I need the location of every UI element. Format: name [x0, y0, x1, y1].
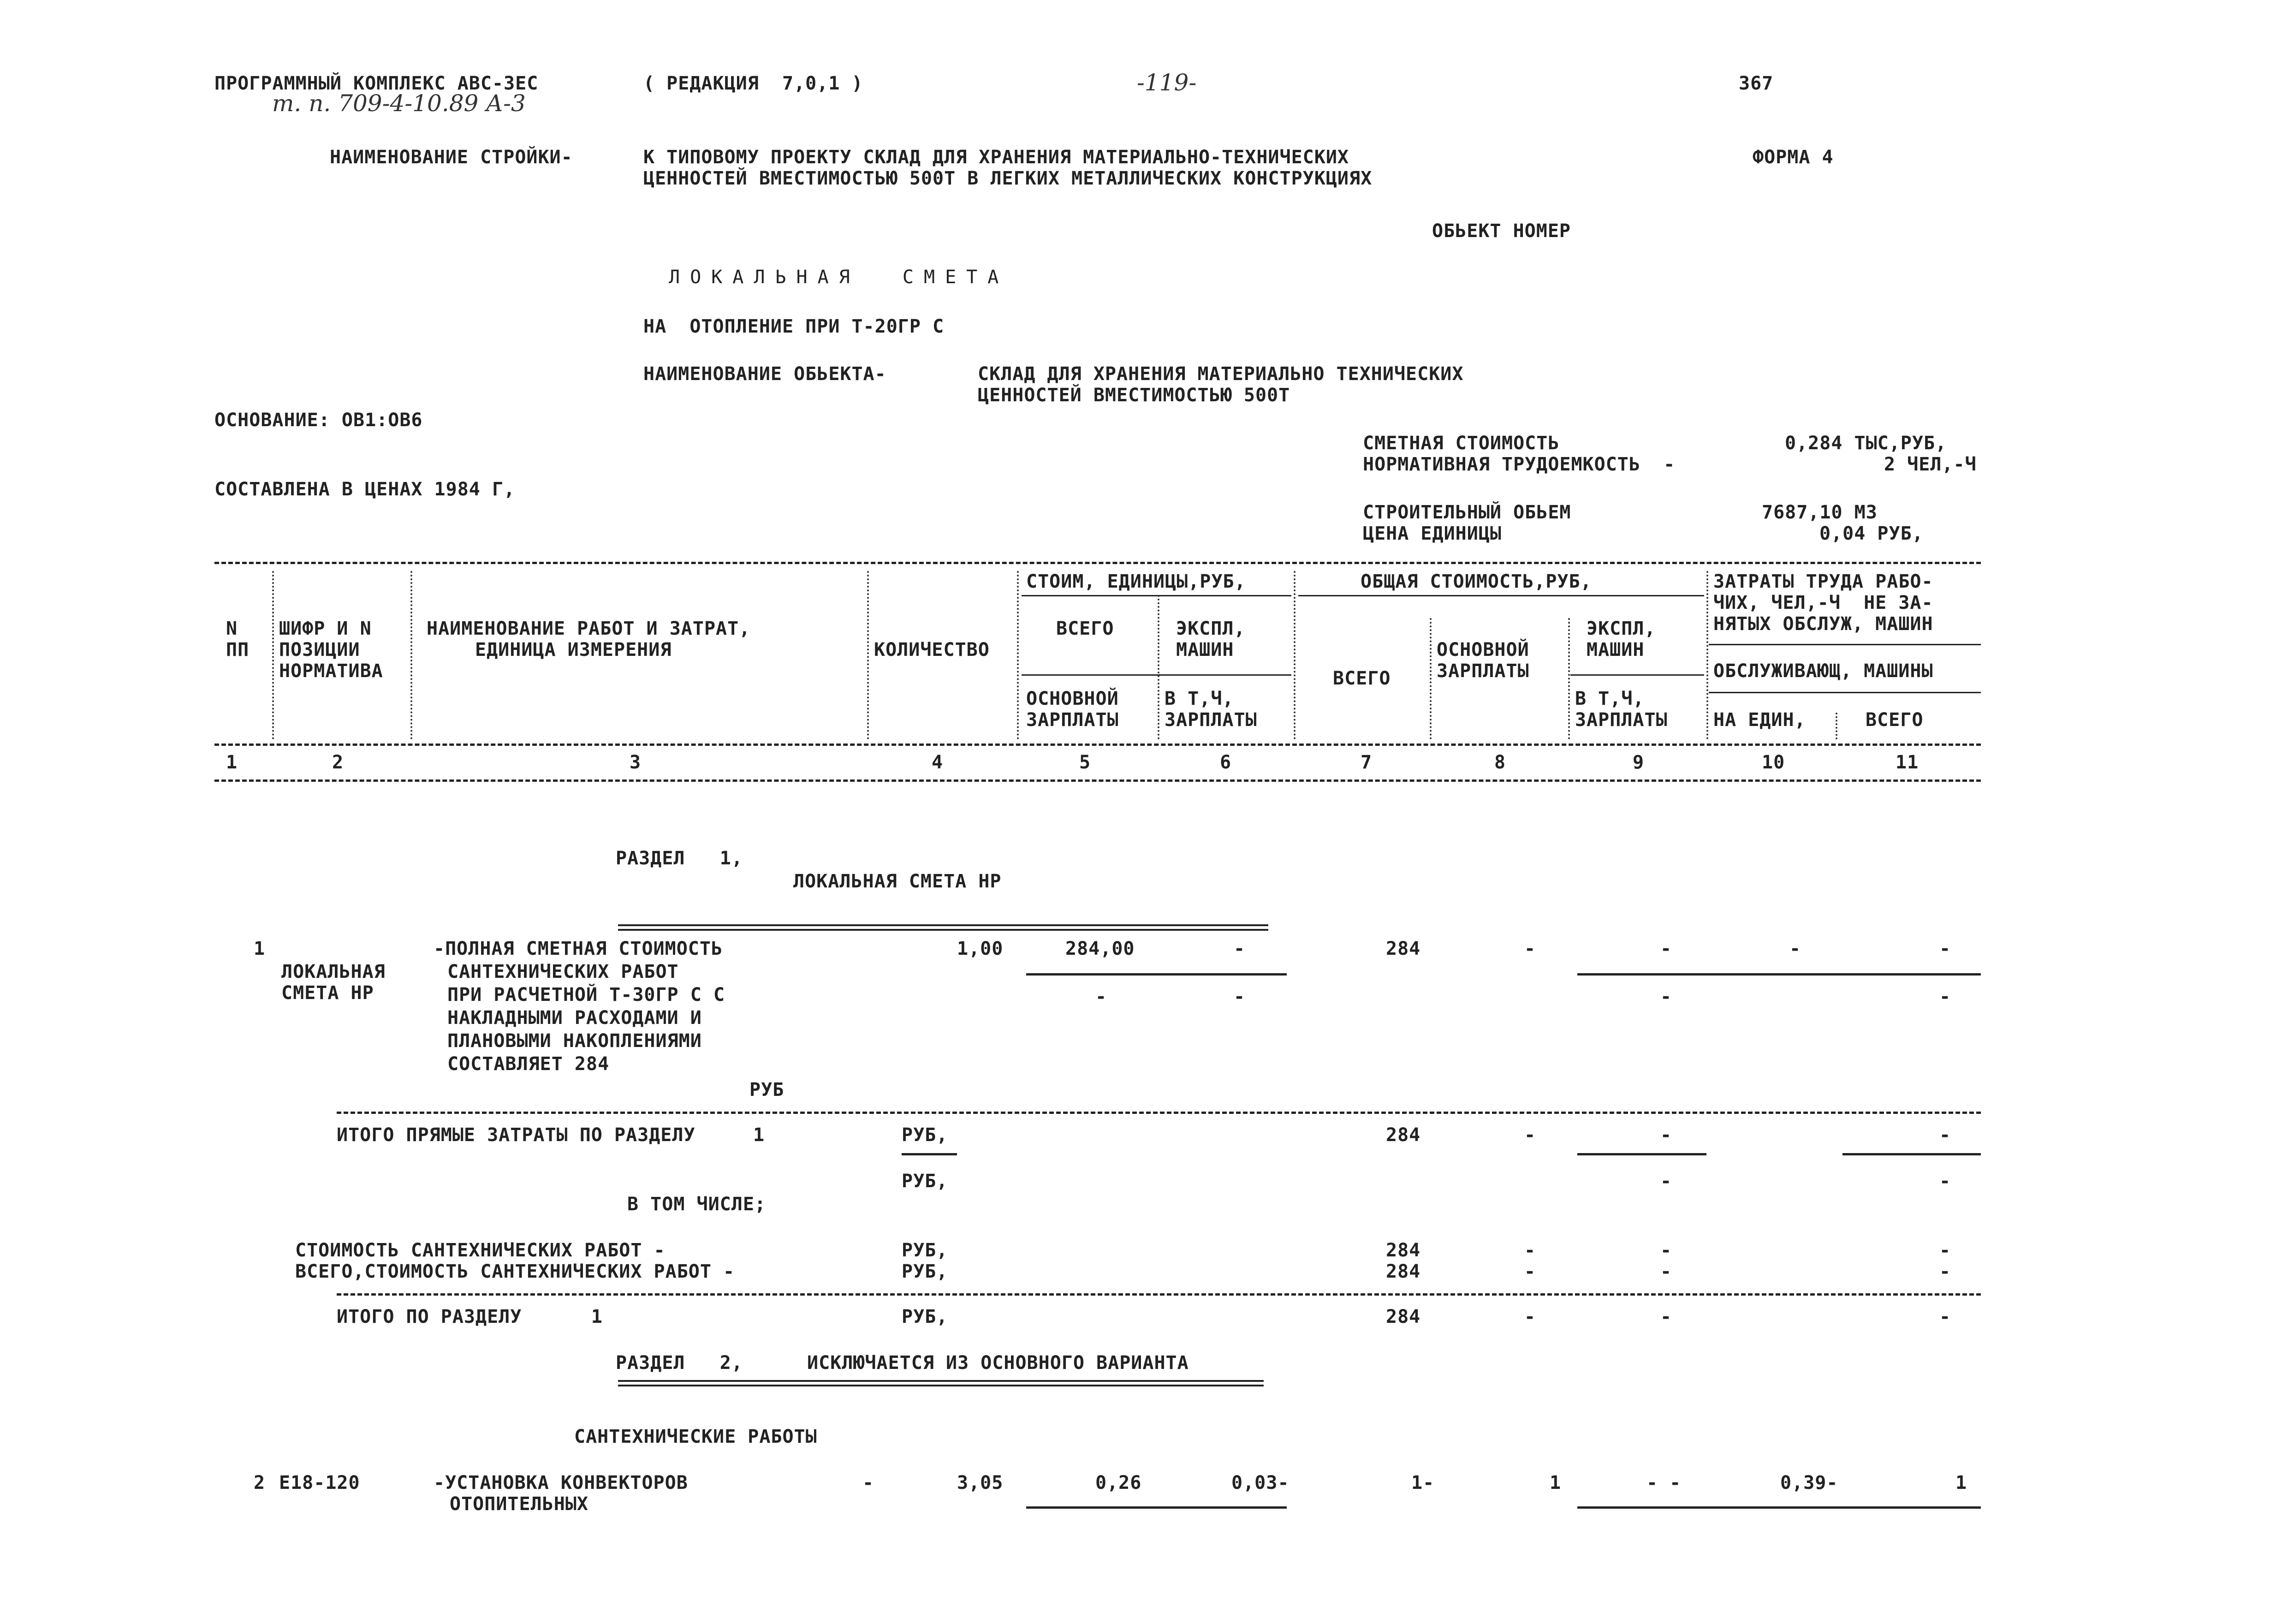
col11-header: ВСЕГО [1866, 709, 1924, 731]
col-number: 9 [1633, 752, 1645, 773]
col-number: 4 [932, 752, 944, 773]
construction-line-2: ЦЕННОСТЕЙ ВМЕСТИМОСТЬЮ 500Т В ЛЕГКИХ МЕТАЛЛИЧЕСКИХ КОНСТРУКЦИЯХ [643, 168, 1373, 189]
col-number: 3 [630, 752, 642, 773]
row1-quantity: 1,00 [957, 938, 1004, 959]
section1-total-unit: РУБ, [902, 1306, 948, 1327]
row1-c5-wage: - [1095, 986, 1107, 1007]
object-number: ОБЬЕКТ НОМЕР [1432, 220, 1571, 242]
labor-header-line1: ЗАТРАТЫ ТРУДА РАБО- [1713, 571, 1933, 592]
col9-top-line1: ЭКСПЛ, [1587, 618, 1656, 639]
object-line-1: СКЛАД ДЛЯ ХРАНЕНИЯ МАТЕРИАЛЬНО ТЕХНИЧЕСКИХ [978, 363, 1464, 385]
row1-total: 284 [1386, 938, 1421, 959]
col8-header-line1: ОСНОВНОЙ [1437, 639, 1529, 660]
row1-unit-cost: 284,00 [1065, 938, 1135, 959]
row1-desc-line1: -ПОЛНАЯ СМЕТНАЯ СТОИМОСТЬ [434, 938, 723, 959]
col-number: 11 [1896, 752, 1919, 773]
row1-desc-line5: ПЛАНОВЫМИ НАКОПЛЕНИЯМИ [447, 1030, 702, 1052]
direct-costs-labor-mach: - [1939, 1171, 1951, 1192]
col-number: 2 [332, 752, 344, 773]
header-rule [1022, 674, 1291, 676]
col9-top-line2: МАШИН [1587, 639, 1645, 660]
column-divider [867, 571, 869, 739]
unit-cost-header: СТОИМ, ЕДИНИЦЫ,РУБ, [1026, 571, 1246, 592]
section1-total-label: ИТОГО ПО РАЗДЕЛУ 1 [337, 1306, 603, 1327]
col6-bottom-line2: ЗАРПЛАТЫ [1165, 709, 1257, 731]
section1-label: РАЗДЕЛ 1, [616, 848, 743, 869]
row1-labor-mach: - [1939, 986, 1951, 1007]
header-rule [1570, 674, 1704, 676]
col1-line2: ПП [226, 639, 250, 660]
row2-number: 2 [254, 1472, 266, 1493]
header-rule [1709, 644, 1981, 645]
row-underline [1026, 1506, 1287, 1509]
row1-desc-line2: САНТЕХНИЧЕСКИХ РАБОТ [447, 961, 679, 982]
row2-quantity: 3,05 [957, 1472, 1004, 1493]
sanitary-cost-mach: - [1660, 1240, 1672, 1261]
section2-title: ИСКЛЮЧАЕТСЯ ИЗ ОСНОВНОГО ВАРИАНТА [807, 1352, 1189, 1374]
sanitary-cost-label: СТОИМОСТЬ САНТЕХНИЧЕСКИХ РАБОТ - [295, 1240, 666, 1261]
section1-total-wage: - [1524, 1306, 1536, 1327]
col6-bottom-line1: В Т,Ч, [1165, 688, 1234, 709]
row-underline [1577, 973, 1981, 976]
unit-price-value: 0,04 РУБ, [1819, 523, 1924, 544]
col4-header: КОЛИЧЕСТВО [874, 639, 990, 660]
col-number: 8 [1494, 752, 1506, 773]
labor-machines-header: ОБСЛУЖИВАЮЩ, МАШИНЫ [1713, 660, 1933, 682]
section1-title: ЛОКАЛЬНАЯ СМЕТА НР [793, 871, 1002, 892]
direct-costs-mach-wage: - [1660, 1171, 1672, 1192]
cost-label: СМЕТНАЯ СТОИМОСТЬ [1363, 433, 1560, 454]
column-divider [1294, 571, 1296, 739]
col3-line1: НАИМЕНОВАНИЕ РАБОТ И ЗАТРАТ, [427, 618, 751, 639]
total-sanitary-labor: - [1939, 1261, 1951, 1282]
col-number: 10 [1762, 752, 1785, 773]
labor-header-line2: ЧИХ, ЧЕЛ,-Ч НЕ ЗА- [1713, 592, 1933, 613]
labor-header-line3: НЯТЫХ ОБСЛУЖ, МАШИН [1713, 613, 1933, 635]
col5-bottom-line2: ЗАРПЛАТЫ [1026, 709, 1119, 731]
labor-value: 2 ЧЕЛ,-Ч [1884, 454, 1977, 475]
row2-labor-total: 1 [1955, 1472, 1967, 1493]
labor-label: НОРМАТИВНАЯ ТРУДОЕМКОСТЬ - [1363, 454, 1676, 475]
document-title: ЛОКАЛЬНАЯ СМЕТА [669, 267, 1009, 288]
row2-mach: - - [1646, 1472, 1682, 1493]
col9-bottom-line2: ЗАРПЛАТЫ [1575, 709, 1668, 731]
object-line-2: ЦЕННОСТЕЙ ВМЕСТИМОСТЬЮ 500Т [978, 385, 1290, 406]
row1-desc-line6: СОСТАВЛЯЕТ 284 [447, 1053, 610, 1075]
section1-underline [618, 924, 1268, 931]
rub-underline [902, 1153, 957, 1155]
total-cost-header: ОБЩАЯ СТОИМОСТЬ,РУБ, [1361, 571, 1592, 592]
direct-costs-unit-2: РУБ, [902, 1171, 948, 1192]
row-underline [1577, 1153, 1706, 1155]
page-number: -119- [1137, 69, 1197, 96]
row2-unit-cost: 0,26 [1095, 1472, 1142, 1493]
handwritten-reference: т. п. 709-4-10.89 А-3 [272, 90, 526, 117]
section1-total-value: 284 [1386, 1306, 1421, 1327]
row2-wage: 1 [1550, 1472, 1562, 1493]
header-bottom-rule [214, 744, 1981, 746]
total-sanitary-value: 284 [1386, 1261, 1421, 1282]
col2-line1: ШИФР И N [279, 618, 372, 639]
col9-bottom-line1: В Т,Ч, [1575, 688, 1645, 709]
row2-desc-line2: ОТОПИТЕЛЬНЫХ [450, 1493, 588, 1515]
form-number: ФОРМА 4 [1753, 147, 1834, 168]
col2-line2: ПОЗИЦИИ [279, 639, 360, 660]
volume-label: СТРОИТЕЛЬНЫЙ ОБЬЕМ [1363, 502, 1571, 523]
row1-c6: - [1234, 938, 1246, 959]
row1-labor-total: - [1939, 938, 1951, 959]
object-label: НАИМЕНОВАНИЕ ОБЬЕКТА- [643, 363, 886, 385]
col1-line1: N [226, 618, 238, 639]
row2-labor-unit: 0,39- [1780, 1472, 1838, 1493]
row1-mach-wage: - [1660, 986, 1672, 1007]
section2-subtitle: САНТЕХНИЧЕСКИЕ РАБОТЫ [574, 1426, 817, 1447]
section1-total-rule [337, 1293, 1981, 1296]
direct-costs-unit: РУБ, [902, 1124, 948, 1146]
cost-value: 0,284 ТЫС,РУБ, [1785, 433, 1947, 454]
sheet-number: 367 [1739, 73, 1774, 94]
section1-total-labor: - [1939, 1306, 1951, 1327]
col8-header-line2: ЗАРПЛАТЫ [1437, 660, 1529, 682]
construction-line-1: К ТИПОВОМУ ПРОЕКТУ СКЛАД ДЛЯ ХРАНЕНИЯ МАТЕРИАЛЬНО-ТЕХНИЧЕСКИХ [643, 147, 1349, 168]
row1-desc-line3: ПРИ РАСЧЕТНОЙ Т-30ГР С С [447, 984, 725, 1005]
column-divider [410, 571, 412, 739]
volume-value: 7687,10 М3 [1762, 502, 1878, 523]
col5-bottom-line1: ОСНОВНОЙ [1026, 688, 1119, 709]
total-sanitary-wage: - [1524, 1261, 1536, 1282]
header-rule [1022, 595, 1291, 596]
col-number: 6 [1220, 752, 1232, 773]
row1-wage: - [1524, 938, 1536, 959]
col10-header: НА ЕДИН, [1713, 709, 1806, 731]
col-number: 7 [1361, 752, 1373, 773]
total-sanitary-unit: РУБ, [902, 1261, 948, 1282]
row1-mach: - [1660, 938, 1672, 959]
row1-labor-unit: - [1789, 938, 1801, 959]
construction-label: НАИМЕНОВАНИЕ СТРОЙКИ- [330, 147, 573, 168]
col3-line2: ЕДИНИЦА ИЗМЕРЕНИЯ [475, 639, 672, 660]
column-divider [1430, 618, 1432, 739]
row2-code: Е18-120 [279, 1472, 360, 1493]
row1-c6-wage: - [1234, 986, 1246, 1007]
section1-rule [337, 1112, 1981, 1114]
section1-total-mach: - [1660, 1306, 1672, 1327]
edition: ( РЕДАКЦИЯ 7,0,1 ) [643, 73, 863, 94]
column-divider [1706, 571, 1708, 739]
column-divider [1568, 618, 1570, 739]
col2-line3: НОРМАТИВА [279, 660, 383, 682]
total-sanitary-label: ВСЕГО,СТОИМОСТЬ САНТЕХНИЧЕСКИХ РАБОТ - [295, 1261, 735, 1282]
total-sanitary-mach: - [1660, 1261, 1672, 1282]
col-number: 5 [1079, 752, 1091, 773]
sanitary-cost-value: 284 [1386, 1240, 1421, 1261]
row-underline [1577, 1506, 1981, 1509]
col6-top-line1: ЭКСПЛ, [1176, 618, 1246, 639]
estimate-subject: НА ОТОПЛЕНИЕ ПРИ Т-20ГР С [643, 316, 945, 337]
column-divider [1836, 713, 1837, 739]
row1-number: 1 [254, 938, 266, 959]
row1-code-line1: ЛОКАЛЬНАЯ [281, 961, 386, 982]
direct-costs-label: ИТОГО ПРЯМЫЕ ЗАТРАТЫ ПО РАЗДЕЛУ 1 [337, 1124, 765, 1146]
unit-price-label: ЦЕНА ЕДИНИЦЫ [1363, 523, 1502, 544]
row2-dash: - [862, 1472, 874, 1493]
header-rule [1709, 692, 1981, 693]
row2-desc-line1: -УСТАНОВКА КОНВЕКТОРОВ [434, 1472, 688, 1493]
direct-costs-labor: - [1939, 1124, 1951, 1146]
section2-label: РАЗДЕЛ 2, [616, 1352, 743, 1374]
section2-underline [618, 1380, 1264, 1386]
row1-desc-line4: НАКЛАДНЫМИ РАСХОДАМИ И [447, 1007, 702, 1029]
sanitary-cost-wage: - [1524, 1240, 1536, 1261]
row-underline [1026, 973, 1287, 976]
basis: ОСНОВАНИЕ: ОВ1:ОВ6 [214, 410, 423, 431]
direct-costs-mach: - [1660, 1124, 1672, 1146]
table-top-rule [214, 562, 1981, 564]
sanitary-cost-labor: - [1939, 1240, 1951, 1261]
row2-mach-cost: 0,03- [1231, 1472, 1290, 1493]
direct-costs-value: 284 [1386, 1124, 1421, 1146]
col7-header: ВСЕГО [1333, 668, 1391, 689]
program-name: ПРОГРАММНЫЙ КОМПЛЕКС АВС-ЗЕС [214, 73, 539, 94]
table-numbers-rule [214, 779, 1981, 782]
col5-top: ВСЕГО [1056, 618, 1114, 639]
column-divider [1158, 595, 1159, 739]
col6-top-line2: МАШИН [1176, 639, 1234, 660]
price-level: СОСТАВЛЕНА В ЦЕНАХ 1984 Г, [214, 479, 516, 500]
row2-total: 1- [1411, 1472, 1435, 1493]
column-divider [1017, 571, 1019, 739]
col-number: 1 [226, 752, 238, 773]
row-underline [1842, 1153, 1981, 1155]
sanitary-cost-unit: РУБ, [902, 1240, 948, 1261]
row1-code-line2: СМЕТА НР [281, 982, 374, 1004]
column-divider [272, 571, 274, 739]
direct-costs-wage: - [1524, 1124, 1536, 1146]
header-rule [1298, 595, 1704, 596]
row1-unit: РУБ [749, 1079, 784, 1101]
including-label: В ТОМ ЧИСЛЕ; [627, 1194, 766, 1215]
